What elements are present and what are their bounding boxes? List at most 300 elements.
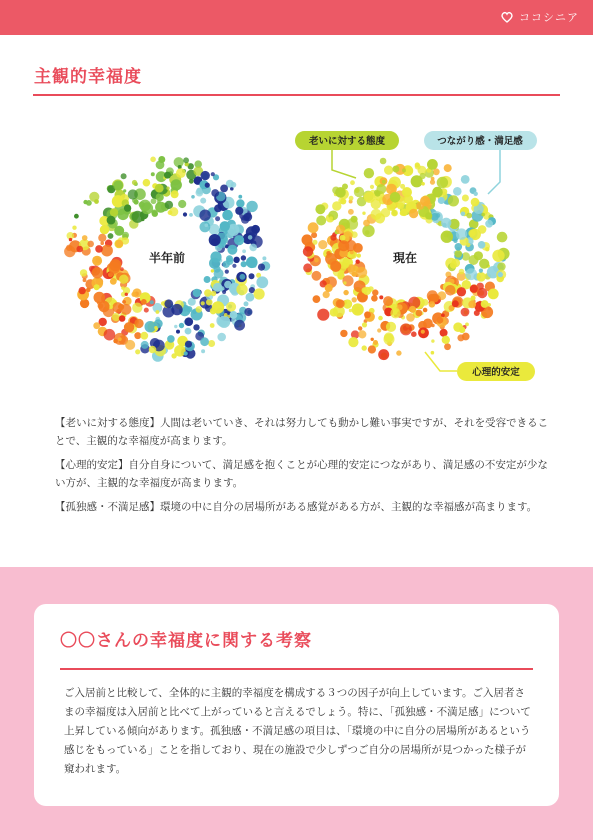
ring-dot [348, 209, 354, 215]
ring-dot [308, 222, 319, 233]
ring-dot [396, 350, 401, 355]
ring-dot [104, 329, 116, 341]
ring-dot [442, 336, 450, 344]
ring-dot [441, 218, 451, 228]
ring-dot [125, 340, 135, 350]
ring-dot [420, 173, 426, 179]
ring-dot [98, 234, 106, 242]
ring-dot [448, 195, 459, 206]
ring-dot [400, 323, 412, 335]
ring-dot [119, 275, 128, 284]
ring-dot [145, 321, 156, 332]
ring-dot [144, 308, 149, 313]
ring-dot [156, 310, 160, 314]
ring-dot [246, 257, 258, 269]
ring-dot [427, 290, 438, 301]
ring-dot [352, 272, 357, 277]
ring-dot [318, 240, 327, 249]
ring-dot [211, 172, 215, 176]
ring-dot [466, 213, 472, 219]
ring-dot [382, 180, 386, 184]
ring-dot [478, 241, 486, 249]
ring-dot [101, 245, 113, 257]
ring-dot [429, 301, 436, 308]
ring-dot [134, 332, 141, 339]
ring-dot [121, 173, 127, 179]
factor-loneliness-text: 【孤独感・不満足感】環境の中に自分の居場所がある感覚がある方が、主観的な幸福感が高まります。 [55, 501, 538, 513]
ring-dot [218, 316, 230, 328]
ring-dot [383, 296, 393, 306]
ring-dot [211, 291, 217, 297]
ring-dot [376, 184, 386, 194]
ring-dot [315, 204, 325, 214]
ring-dot [164, 172, 171, 179]
ring-dot [431, 177, 435, 181]
ring-dot [141, 341, 149, 349]
ring-dot [246, 201, 257, 212]
ring-dot [340, 330, 347, 337]
ring-dot [204, 276, 211, 283]
ring-dot [113, 181, 123, 191]
ring-dot [215, 216, 220, 221]
ring-dot [141, 299, 147, 305]
ring-dot [199, 210, 210, 221]
ring-dot [217, 333, 226, 342]
ring-dot [444, 343, 451, 350]
ring-dot [351, 216, 358, 223]
ring-dot [200, 337, 209, 346]
ring-dot [371, 338, 374, 341]
ring-dot [83, 278, 87, 282]
ring-dot [456, 228, 467, 239]
ring-dot [364, 192, 375, 203]
ring-dot [227, 245, 237, 255]
card-body: ご入居前と比較して、全体的に主観的幸福度を構成する３つの因子が向上しています。ご入居者さまの幸福度は入居前と比べて上がっていると言えるでしょう。特に、「孤独感・不満足感」について上昇している傾向があります。孤独感・不満足感の項目は、「環境の中に自分の居場所があるという感じをもっている」ことを指しており、現在の施設で少しずつご自分の居場所が見つかった様子が窺われます。 [64, 687, 531, 775]
ring-dot [234, 320, 245, 331]
ring-dot [461, 308, 470, 317]
ring-dot [183, 212, 187, 216]
ring-dot [110, 278, 117, 285]
ring-dot [95, 245, 103, 253]
callout-attitude [295, 131, 399, 178]
ring-dot [164, 299, 173, 308]
ring-dot [481, 300, 489, 308]
ring-dot [171, 190, 179, 198]
ring-dot [474, 192, 478, 196]
ring-dot [465, 268, 477, 280]
ring-dot [211, 269, 214, 272]
ring-dot [459, 327, 465, 333]
ring-dot [184, 351, 188, 355]
ring-dot [402, 168, 406, 172]
ring-dot [76, 246, 83, 253]
ring-dot [94, 292, 106, 304]
ring-dot [125, 293, 128, 296]
ring-dot [119, 315, 126, 322]
ring-dot [183, 157, 189, 163]
happiness-rings [0, 120, 593, 390]
ring-dot [205, 223, 209, 227]
ring-dot [166, 187, 169, 190]
ring-dot [368, 345, 376, 353]
ring-dot [249, 244, 257, 252]
ring-dot [226, 302, 236, 312]
ring-dot [340, 270, 344, 274]
ring-dot [481, 213, 485, 217]
ring-dot [390, 192, 401, 203]
ring-dot [212, 301, 224, 313]
ring-dot [416, 310, 423, 317]
ring-dot [427, 159, 438, 170]
ring-dot [445, 285, 456, 296]
section-title: 主観的幸福度 [34, 67, 142, 87]
ring-dot [135, 349, 140, 354]
ring-dot [416, 202, 424, 210]
ring-dot [107, 216, 116, 225]
ring-dot [205, 183, 210, 188]
ring-dot [246, 293, 255, 302]
ring-dot [461, 175, 470, 184]
ring-dot [185, 317, 194, 326]
ring-dot [171, 304, 182, 315]
ring-dot [64, 246, 75, 257]
ring-dot [132, 303, 142, 313]
ring-dot [174, 325, 177, 328]
ring-dot [349, 196, 354, 201]
ring-dot [455, 243, 463, 251]
ring-dot [74, 214, 79, 219]
ring-dot [251, 225, 260, 234]
callout-connection-label: つながり感・満足感 [437, 136, 523, 147]
ring-dot [258, 264, 265, 271]
ring-dot [124, 322, 134, 332]
header-bar [0, 0, 593, 35]
ring-dot [191, 195, 195, 199]
ring-dot [441, 313, 445, 317]
ring-dot [236, 199, 244, 207]
ring-dot [488, 289, 499, 300]
factor-stability-text: 【心理的安定】自分自身について、満足感を抱くことが心理的安定につながあり、満足感の不安定が少ない方が、主観的な幸福度が高まります。 [55, 459, 548, 489]
ring-dot [193, 324, 199, 330]
ring-dot [423, 319, 433, 329]
ring-dot [213, 283, 222, 292]
ring-dot [72, 226, 76, 230]
ring-dot [421, 330, 425, 334]
ring-dot [444, 164, 452, 172]
card-title: 〇〇さんの幸福度に関する考察 [60, 631, 312, 651]
ring-dot [377, 328, 381, 332]
ring-dot [89, 192, 99, 202]
ring-dot [262, 256, 266, 260]
ring-dot [323, 291, 330, 298]
ring-dot [492, 250, 504, 262]
callout-attitude-label: 老いに対する態度 [308, 136, 386, 147]
ring-dot [196, 306, 203, 313]
ring-dot [365, 230, 370, 235]
ring-dot [220, 221, 230, 231]
ring-dot [452, 300, 459, 307]
ring-dot [151, 172, 155, 176]
ring-dot [132, 180, 137, 185]
ring-dot [214, 205, 222, 213]
ring-dot [83, 200, 87, 204]
ring-dot [498, 272, 503, 277]
ring-dot [201, 349, 205, 353]
ring-dot [112, 302, 123, 313]
ring-dot [220, 185, 228, 193]
ring-dot [128, 189, 138, 199]
ring-dot [132, 211, 144, 223]
ring-dot [134, 319, 143, 328]
ring-dot [440, 329, 448, 337]
ring-dot [248, 235, 253, 240]
ring-dot [391, 210, 398, 217]
ring-dot [224, 313, 228, 317]
ring-dot [357, 253, 361, 257]
ring-dot [244, 308, 252, 316]
ring-dot [371, 209, 382, 220]
ring-dot [241, 261, 247, 267]
ring-dot [123, 189, 126, 192]
ring-dot [352, 297, 357, 302]
ring-dot [373, 340, 378, 345]
ring-dot [343, 281, 346, 284]
ring-dot [356, 267, 367, 278]
ring-dot [82, 235, 88, 241]
ring-dot [386, 322, 396, 332]
ring-dot [242, 249, 246, 253]
ring-dot [338, 240, 349, 251]
ring-dot [330, 308, 338, 316]
factor-attitude-text: 【老いに対する態度】人間は老いていき、それは努力しても動かし難い事実ですが、それを受容できることで、主観的な幸福度が高まります。 [55, 417, 549, 447]
factor-descriptions [55, 414, 550, 522]
ring-dot [485, 220, 493, 228]
ring-dot [358, 330, 366, 338]
ring-dot [232, 264, 236, 268]
ring-dot [378, 349, 389, 360]
ring-dot [243, 213, 252, 222]
ring-dot [108, 233, 114, 239]
ring-dot [200, 198, 206, 204]
ring-dot [409, 209, 418, 218]
ring-dot [176, 168, 186, 178]
ring-dot [384, 332, 394, 342]
ring-dot [425, 212, 432, 219]
brand-heart-icon [500, 10, 514, 24]
ring-dot [92, 267, 103, 278]
ring-dot [384, 166, 393, 175]
ring-dot [471, 198, 480, 207]
ring-dot [397, 202, 404, 209]
ring-dot [156, 160, 165, 169]
ring-dot [115, 240, 123, 248]
ring-dot [141, 217, 145, 221]
ring-dot [208, 340, 215, 347]
ring-dot [154, 326, 157, 329]
ring-dot [100, 225, 109, 234]
ring-dot [201, 171, 210, 180]
ring-dot [362, 212, 365, 215]
ring-dot [225, 270, 229, 274]
ring-dot [454, 250, 462, 258]
ring-dot [303, 246, 313, 256]
ring-dot [409, 306, 416, 313]
ring-dot [378, 316, 383, 321]
ring-dot [421, 182, 425, 186]
ring-dot [151, 198, 157, 204]
ring-dot [457, 287, 466, 296]
ring-dot [124, 204, 131, 211]
ring-dot [167, 335, 175, 343]
ring-dot [312, 271, 322, 281]
ring-dot [474, 251, 483, 260]
ring-dot [441, 231, 453, 243]
ring-dot [336, 299, 345, 308]
ring-dot [462, 195, 469, 202]
ring-dot [121, 286, 124, 289]
ring-dot [330, 261, 341, 272]
ring-dot [340, 235, 346, 241]
ring-dot [478, 225, 487, 234]
ring-dot [437, 177, 448, 188]
ring-dot [392, 166, 399, 173]
ring-dot [223, 261, 230, 268]
ring-dot [118, 337, 122, 341]
ring-dot [169, 207, 178, 216]
ring-dot [93, 322, 100, 329]
ring-dot [110, 208, 118, 216]
ring-dot [358, 326, 362, 330]
ring-dot [362, 345, 367, 350]
ring-dot [470, 285, 478, 293]
ring-dot [457, 334, 464, 341]
consideration-card [34, 604, 559, 806]
ring-dot [189, 213, 193, 217]
ring-dot [362, 322, 367, 327]
ring-dot [432, 187, 443, 198]
ring-dot [348, 337, 358, 347]
ring-before-label: 半年前 [148, 251, 186, 265]
ring-dot [453, 187, 462, 196]
ring-dot [80, 269, 87, 276]
ring-dot [200, 222, 211, 233]
ring-dot [370, 185, 374, 189]
ring-dot [189, 179, 194, 184]
ring-dot [210, 251, 221, 262]
ring-dot [406, 313, 415, 322]
card-divider [60, 668, 533, 670]
ring-dot [149, 346, 157, 354]
callout-connection-leader [488, 150, 500, 194]
ring-dot [364, 311, 371, 318]
ring-dot [256, 276, 268, 288]
ring-dot [171, 179, 182, 190]
ring-dot [233, 257, 239, 263]
ring-dot [109, 259, 121, 271]
callout-attitude-leader [332, 150, 356, 178]
ring-dot [100, 241, 104, 245]
ring-dot [479, 269, 483, 273]
ring-dot [400, 184, 405, 189]
ring-dot [238, 195, 242, 199]
ring-dot [371, 295, 378, 302]
ring-dot [141, 202, 153, 214]
ring-dot [317, 309, 329, 321]
ring-dot [343, 290, 348, 295]
ring-dot [363, 220, 370, 227]
ring-dot [354, 187, 364, 197]
ring-dot [313, 240, 318, 245]
ring-dot [155, 202, 166, 213]
title-divider [33, 94, 560, 96]
ring-dot [353, 243, 363, 253]
ring-dot [240, 274, 246, 280]
ring-dot [244, 301, 249, 306]
brand-name: ココシニア [519, 11, 579, 24]
ring-dot [112, 313, 120, 321]
ring-dot [211, 238, 219, 246]
ring-dot [459, 269, 465, 275]
ring-dot [211, 189, 219, 197]
ring-dot [79, 287, 86, 294]
ring-dot [185, 328, 192, 335]
ring-dot [171, 353, 176, 358]
ring-dot [241, 255, 246, 260]
ring-dot [461, 212, 466, 217]
ring-dot [184, 306, 189, 311]
ring-dot [479, 259, 489, 269]
ring-dot [330, 235, 336, 241]
ring-dot [143, 179, 151, 187]
ring-dot [356, 260, 360, 264]
ring-dot [431, 351, 435, 355]
ring-dot [314, 258, 319, 263]
ring-dot [155, 184, 164, 193]
ring-dot [92, 256, 102, 266]
ring-dot [204, 289, 211, 296]
ring-dot [468, 301, 476, 309]
ring-dot [437, 317, 444, 324]
ring-dot [140, 332, 148, 340]
ring-dot [157, 200, 161, 204]
ring-dot [254, 288, 265, 299]
ring-dot [249, 273, 255, 279]
ring-dot [338, 197, 344, 203]
callout-stability [425, 352, 535, 381]
ring-dot [69, 238, 72, 241]
callout-stability-label: 心理的安定 [472, 367, 520, 378]
ring-dot [450, 262, 457, 269]
ring-dot [234, 235, 244, 245]
ring-dot [235, 207, 243, 215]
ring-dot [379, 295, 383, 299]
callout-stability-leader [425, 352, 457, 371]
ring-dot [438, 197, 445, 204]
ring-dot [329, 216, 333, 220]
ring-dot [176, 330, 180, 334]
ring-dot [352, 303, 364, 315]
ring-dot [86, 288, 91, 293]
ring-dot [231, 182, 237, 188]
ring-dot [222, 290, 226, 294]
ring-dot [380, 158, 387, 165]
ring-dot [196, 189, 204, 197]
ring-dot [325, 284, 333, 292]
ring-dot [222, 210, 233, 221]
ring-dot [431, 339, 434, 342]
ring-dot [150, 157, 156, 163]
ring-dot [390, 308, 400, 318]
